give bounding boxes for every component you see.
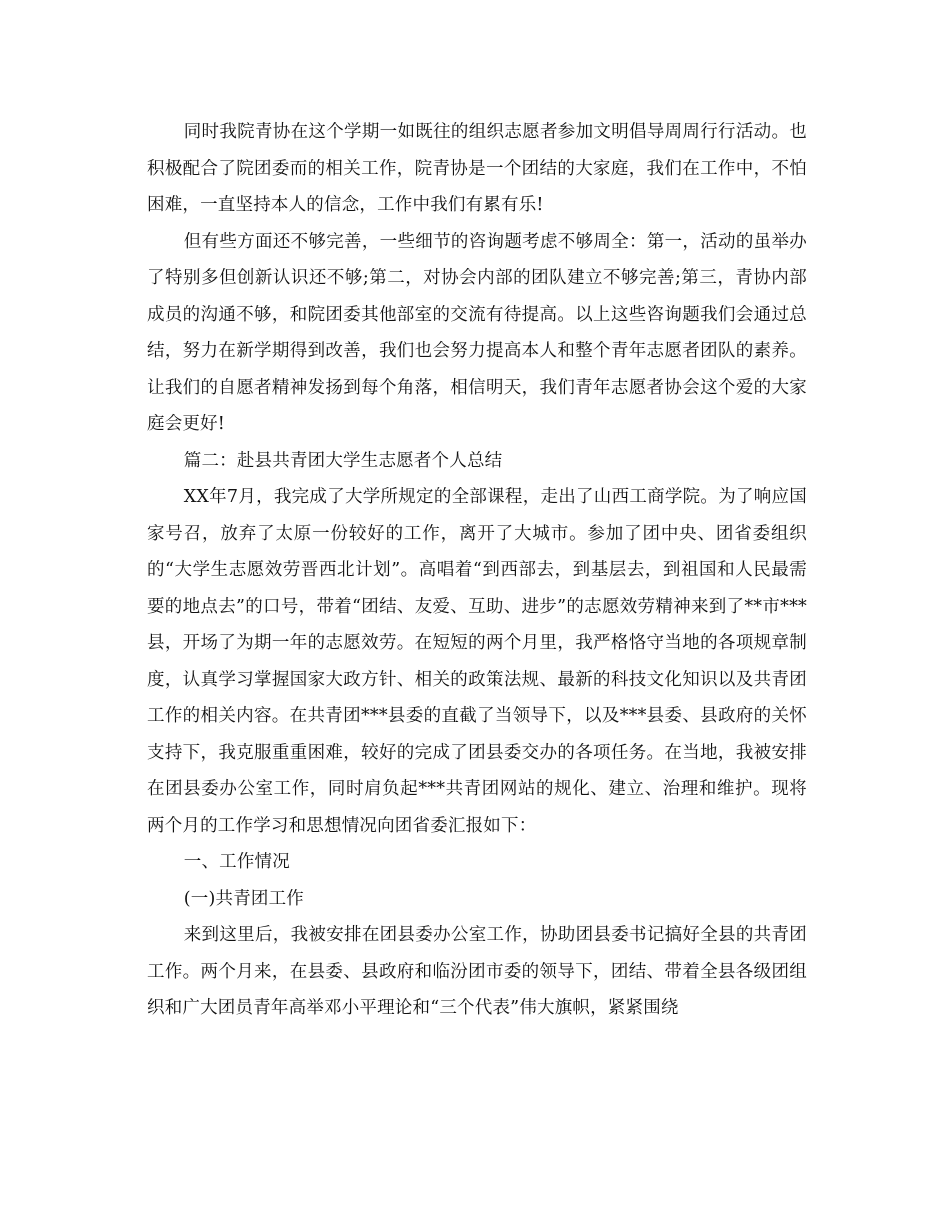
paragraph-4: 来到这里后，我被安排在团县委办公室工作，协助团县委书记搞好全县的共青团工作。两个月来，在县委、县政府和临汾团市委的领导下，团结、带着全县各级团组织和广大团员青年高举邓小平理论和“三个代表”伟大旗帜，紧紧围绕 xyxy=(147,925,807,1018)
paragraph-1: 同时我院青协在这个学期一如既往的组织志愿者参加文明倡导周周行行活动。也积极配合了院团委而的相关工作，院青协是一个团结的大家庭，我们在工作中，不怕困难，一直坚持本人的信念，工作中我们有累有乐! xyxy=(147,122,807,215)
section-heading-work-situation: 一、工作情况 xyxy=(183,852,290,872)
subsection-heading-youth-league-work: (一)共青团工作 xyxy=(183,888,305,909)
section-heading-part-two: 篇二：赴县共青团大学生志愿者个人总结 xyxy=(183,450,503,471)
document-body xyxy=(147,114,807,1027)
paragraph-2: 但有些方面还不够完善，一些细节的咨询题考虑不够周全：第一，活动的虽举办了特别多但创新认识还不够;第二，对协会内部的团队建立不够完善;第三，青协内部成员的沟通不够，和院团委其他部室的交流有待提高。以上这些咨询题我们会通过总结，努力在新学期得到改善，我们也会努力提高本人和整个青年志愿者团队的素养。让我们的自愿者精神发扬到每个角落，相信明天，我们青年志愿者协会这个爱的大家庭会更好! xyxy=(147,231,807,434)
paragraph-3: XX年7月，我完成了大学所规定的全部课程，走出了山西工商学院。为了响应国家号召，放弃了太原一份较好的工作，离开了大城市。参加了团中央、团省委组织的“大学生志愿效劳晋西北计划”。高唱着“到西部去，到基层去，到祖国和人民最需要的地点去”的口号，带着“团结、友爱、互助、进步”的志愿效劳精神来到了**市***县，开场了为期一年的志愿效劳。在短短的两个月里，我严格恪守当地的各项规章制度，认真学习掌握国家大政方针、相关的政策法规、最新的科技文化知识以及共青团工作的相关内容。在共青团***县委的直截了当领导下，以及***县委、县政府的关怀支持下，我克服重重困难，较好的完成了团县委交办的各项任务。在当地，我被安排在团县委办公室工作，同时肩负起***共青团网站的规化、建立、治理和维护。现将两个月的工作学习和思想情况向团省委汇报如下： xyxy=(147,487,807,836)
